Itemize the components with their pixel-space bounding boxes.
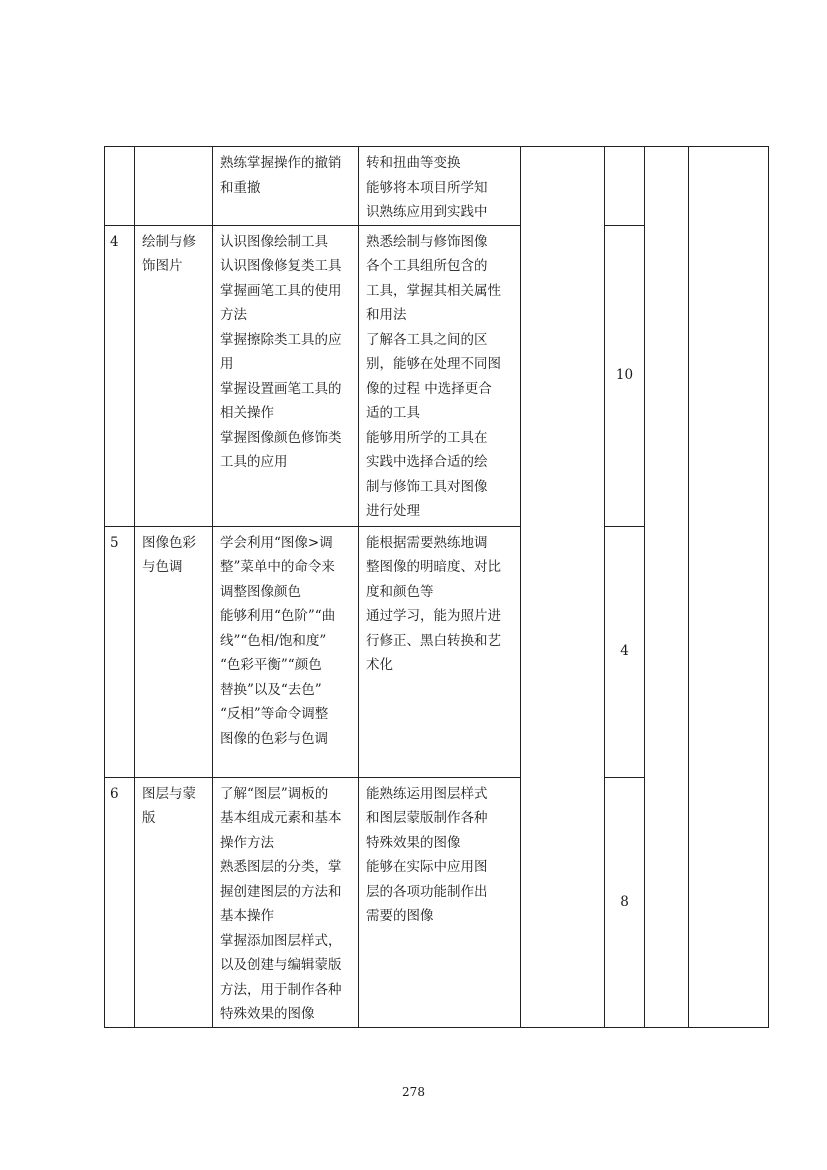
row4-topic: 绘制与修 饰图片 [135,225,213,526]
row5-skills: 能根据需要熟练地调 整图像的明暗度、对比 度和颜色等 通过学习，能为照片进 行修正、黑白转换和艺 术化 [359,526,521,777]
row0-skills: 转和扭曲等变换 能够将本项目所学知 识熟练应用到实践中 [359,147,521,226]
row6-topic: 图层与蒙 版 [135,777,213,1027]
row4-skills: 熟悉绘制与修饰图像 各个工具组所包含的 工具，掌握其相关属性 和用法 了解各工具之间的区 别，能够在处理不同图 像的过程 中选择更合 适的工具 能够用所学的工具在 实践中选择合适的绘 制与修饰工具对图像 进行处理 [359,225,521,526]
row6-number: 6 [105,777,135,1027]
row-merged-col7 [645,147,689,1028]
row6-hours: 8 [605,777,645,1027]
row6-skills: 能熟练运用图层样式 和图层蒙版制作各种 特殊效果的图像 能够在实际中应用图 层的各项功能制作出 需要的图像 [359,777,521,1027]
course-table [104,146,769,1028]
row5-topic: 图像色彩 与色调 [135,526,213,777]
row-merged-col5 [521,147,605,1028]
row0-hours [605,147,645,226]
row4-goals: 认识图像绘制工具 认识图像修复类工具 掌握画笔工具的使用 方法 掌握擦除类工具的应 用 掌握设置画笔工具的 相关操作 掌握图像颜色修饰类 工具的应用 [213,225,359,526]
table-row [105,147,769,226]
row5-number: 5 [105,526,135,777]
page-number: 278 [402,1085,425,1099]
row4-hours: 10 [605,225,645,526]
row5-hours: 4 [605,526,645,777]
row6-goals: 了解“图层”调板的 基本组成元素和基本 操作方法 熟悉图层的分类，掌 握创建图层的方法和 基本操作 掌握添加图层样式， 以及创建与编辑蒙版 方法，用于制作各种 特殊效果的图像 [213,777,359,1027]
row0-goals: 熟练掌握操作的撤销 和重撤 [213,147,359,226]
row5-goals: 学会利用“图像>调 整”菜单中的命令来 调整图像颜色 能够利用“色阶”“曲 线”“色相/饱和度” “色彩平衡”“颜色 替换”以及“去色” “反相”等命令调整 图像的色彩与色调 [213,526,359,777]
row0-topic [135,147,213,226]
row0-number [105,147,135,226]
row4-number: 4 [105,225,135,526]
row-merged-col8 [689,147,769,1028]
